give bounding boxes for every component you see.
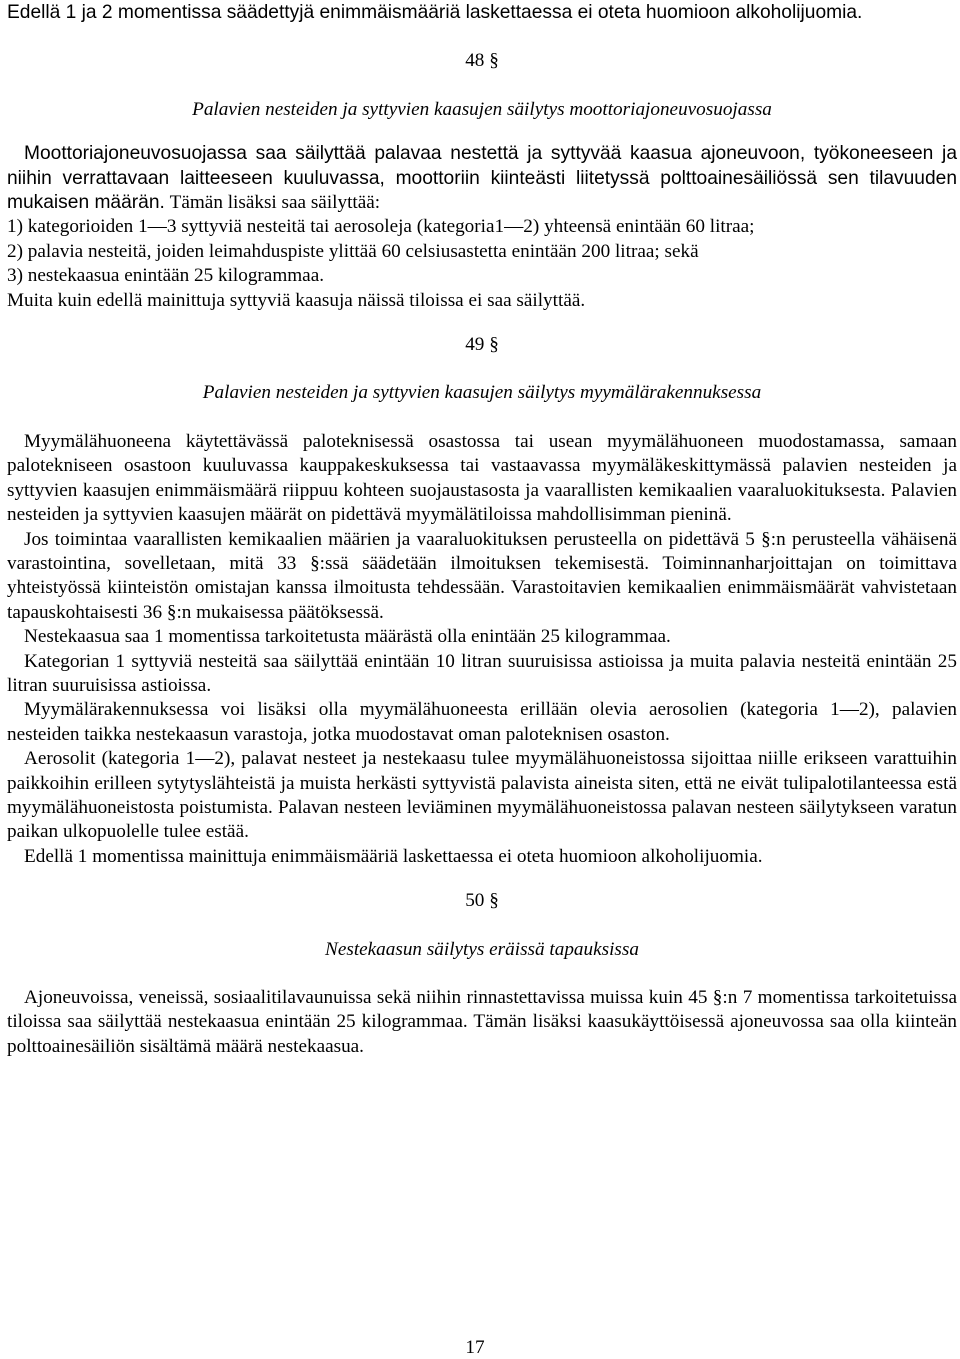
section-49-title: Palavien nesteiden ja syttyvien kaasujen säilytys myymälärakennuksessa	[202, 382, 762, 404]
section-50-number: 50 §	[465, 890, 499, 912]
section-48-paragraph-2: Muita kuin edellä mainittuja syttyviä kaasuja näissä tiloissa ei saa säilyttää.	[7, 289, 586, 311]
section-49-paragraph-7: Edellä 1 momentissa mainittuja enimmäismääriä laskettaessa ei oteta huomioon alkoholijuomia.	[24, 845, 763, 867]
section-48-paragraph-1	[7, 142, 957, 215]
section-48-paragraph-1-serif: Tämän lisäksi saa säilyttää:	[169, 192, 381, 214]
section-49-body	[7, 430, 957, 869]
section-48-paragraph-1-sans: Moottoriajoneuvosuojassa saa säilyttää palavaa nestettä ja syttyvää kaasua ajoneuvoon, työkoneeseen ja niihin verrattavaan laitteeseen kuuluvassa, moottoriin kiinteästi liitetyssä polttoainesäiliössä sen tilavuuden mukaisen määrän.	[7, 143, 957, 214]
page-number: 17	[465, 1337, 485, 1358]
section-49-paragraph-6: Aerosolit (kategoria 1—2), palavat nesteet ja nestekaasu tulee myymälähuoneistossa sijoittaa niille erikseen varattuihin paikkoihin erilleen sytytyslähteistä ja muista herkästi syttyvistä palavista aineista siten, että ne eivät tulipalotilanteessa estä myymälähuoneistosta poistumista. Palavan nesteen leviäminen myymälähuoneistossa palavan nesteen säilytykseen varatun paikan ulkopuolelle tulee estää.	[7, 748, 957, 843]
section-48-item-2: 2) palavia nesteitä, joiden leimahduspiste ylittää 60 celsiusastetta enintään 200 litraa; sekä	[7, 240, 699, 262]
section-48-number: 48 §	[465, 50, 499, 72]
section-49-paragraph-5: Myymälärakennuksessa voi lisäksi olla myymälähuoneesta erillään olevia aerosolien (kategoria 1—2), palavien nesteiden taikka nestekaasun varastoja, jotka muodostavat oman paloteknisen osaston.	[7, 699, 957, 745]
top-paragraph: Edellä 1 ja 2 momentissa säädettyjä enimmäismääriä laskettaessa ei oteta huomioon alkoholijuomia.	[7, 2, 863, 23]
section-49-paragraph-4: Kategorian 1 syttyviä nesteitä saa säilyttää enintään 10 litran suuruisissa astioissa ja muita palavia nesteitä enintään 25 litran suuruisissa astioissa.	[7, 650, 957, 696]
section-49-paragraph-3: Nestekaasua saa 1 momentissa tarkoitetusta määrästä olla enintään 25 kilogrammaa.	[24, 626, 671, 648]
section-48-title: Palavien nesteiden ja syttyvien kaasujen säilytys moottoriajoneuvosuojassa	[192, 98, 772, 120]
section-48-item-1: 1) kategorioiden 1—3 syttyviä nesteitä tai aerosoleja (kategoria1—2) yhteensä enintään 60 litraa;	[7, 216, 755, 238]
section-50-title: Nestekaasun säilytys eräissä tapauksissa	[325, 938, 639, 960]
section-50-paragraph: Ajoneuvoissa, veneissä, sosiaalitilavaunuissa sekä niihin rinnastettavissa muissa kuin 45 §:n 7 momentissa tarkoitetuissa tiloissa saa säilyttää nestekaasua enintään 25 kilogrammaa. Tämän lisäksi kaasukäyttöisessä ajoneuvossa saa olla kiinteän polttoainesäiliön sisältämä määrä nestekaasua.	[7, 987, 957, 1057]
section-48-item-3: 3) nestekaasua enintään 25 kilogrammaa.	[7, 265, 325, 287]
section-49-paragraph-1: Myymälähuoneena käytettävässä paloteknisessä osastossa tai usean myymälähuoneen muodostamassa, samaan palotekniseen osastoon kuuluvassa kauppakeskuksessa tai vastaavassa myymäläkeskittymässä palavien nesteiden ja syttyvien kaasujen enimmäismäärä riippuu kohteen suojaustasosta ja vaarallisten kemikaalien vaaraluokituksesta. Palavien nesteiden ja syttyvien kaasujen määrät on pidettävä myymälätiloissa mahdollisimman pieninä.	[7, 430, 957, 526]
section-49-paragraph-2: Jos toimintaa vaarallisten kemikaalien määrien ja vaaraluokituksen perusteella on pidettävä 5 §:n perusteella vähäisenä varastointina, sovelletaan, mitä 33 §:ssä säädetään ilmoituksen tekemisestä. Toiminnanharjoittajan on toimittava yhteistyössä kiinteistön omistajan kanssa ilmoitusta tehdessään. Varastoitavien kemikaalien enimmäismäärät vahvistetaan tapauskohtaisesti 36 §:n mukaisessa päätöksessä.	[7, 528, 957, 623]
document-page	[7, 0, 957, 1059]
section-49-number: 49 §	[465, 334, 499, 356]
